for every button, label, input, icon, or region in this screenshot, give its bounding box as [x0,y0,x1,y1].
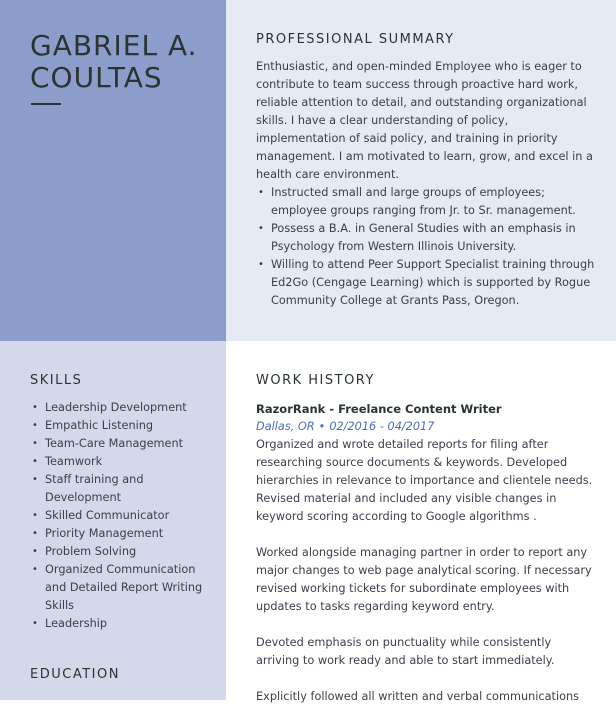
job-meta [256,418,596,436]
job-paragraph: Devoted emphasis on punctuality while consistently arriving to work ready and able to start immediately. [256,636,555,667]
meta-separator: • [318,420,326,433]
job-description [256,436,596,724]
skill-item: • Empathic Listening [30,417,205,435]
work-history-heading: WORK HISTORY [256,373,375,388]
summary-bullet: • Possess a B.A. in General Studies with an emphasis in Psychology from Western Illinois University. [256,220,596,256]
skill-item: • Skilled Communicator [30,507,205,525]
job-paragraph: Explicitly followed all written and verbal communications [256,690,580,703]
job-title: RazorRank - Freelance Content Writer [256,402,502,416]
summary-bullet: • Willing to attend Peer Support Specialist training through Ed2Go (Cengage Learning) which is supported by Rogue Community College at Grants Pass, Oregon. [256,256,596,310]
candidate-name: GABRIEL A. COULTAS [30,29,198,94]
job-paragraph: Organized and wrote detailed reports for filing after researching source documents & keywords. Developed hierarchies in relevance to importance and clientele needs. Revised material and included any visible changes in keyword scoring according to Google algorithms . [256,438,593,523]
skills-heading: SKILLS [30,373,83,388]
skill-item: • Organized Communication and Detailed Report Writing Skills [30,561,205,615]
skills-list [30,399,205,633]
skill-item: • Team-Care Management [30,435,205,453]
job-paragraph: Worked alongside managing partner in order to report any major changes to web page analytical scoring. If necessary revised working tickets for subordinate employees with updates to tasks regarding keyword entry. [256,546,592,613]
summary-bullet: • Instructed small and large groups of employees; employee groups ranging from Jr. to Sr. management. [256,184,596,220]
job-dates: 02/2016 - 04/2017 [329,420,435,433]
skill-item: • Leadership Development [30,399,205,417]
skill-item: • Problem Solving [30,543,205,561]
skill-item: • Priority Management [30,525,205,543]
skill-item: • Staff training and Development [30,471,205,507]
skill-item: • Teamwork [30,453,205,471]
summary-text: Enthusiastic, and open-minded Employee who is eager to contribute to team success through proactive hard work, reliable attention to detail, and outstanding organizational skills. I have a clear understanding of policy, implementation of said policy, and training in priority management. I am motivated to learn, grow, and excel in a health care environment. [256,60,593,181]
skill-item: • Leadership [30,615,205,633]
summary-bullets [256,184,596,310]
summary-heading: PROFESSIONAL SUMMARY [256,32,455,47]
name-divider [31,103,61,105]
job-location: Dallas, OR [256,420,315,433]
education-heading: EDUCATION [30,667,120,682]
